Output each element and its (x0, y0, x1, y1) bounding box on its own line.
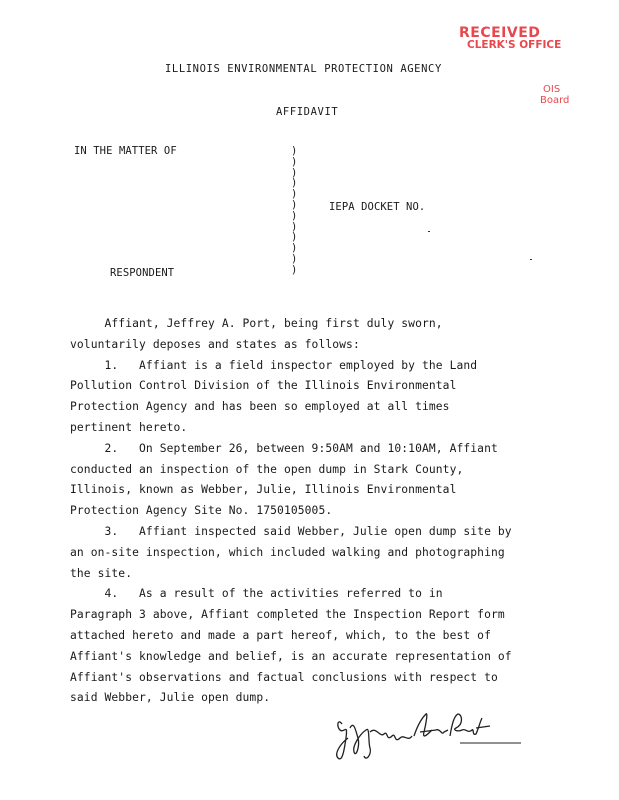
body-line: Protection Agency Site No. 1750105005. (70, 504, 333, 518)
received-stamp: RECEIVED (459, 25, 541, 41)
stamp-fragment-board: Board (540, 95, 570, 106)
body-line: Paragraph 3 above, Affiant completed the Inspection Report form (70, 608, 505, 622)
body-line: said Webber, Julie open dump. (70, 691, 271, 705)
caption-bracket: ) ) ) ) ) ) ) ) ) ) ) ) (291, 145, 298, 276)
body-line: Affiant's knowledge and belief, is an accurate representation of (70, 649, 512, 663)
body-line: the site. (70, 566, 133, 580)
stamp-fragment-ois: OIS (543, 84, 561, 95)
body-line: conducted an inspection of the open dump in Stark County, (70, 462, 464, 476)
clerks-office-stamp: CLERK'S OFFICE (467, 39, 562, 51)
body-line: 3. Affiant inspected said Webber, Julie open dump site by (70, 525, 512, 538)
body-line: attached hereto and made a part hereof, which, to the best of (70, 629, 491, 642)
respondent-label: RESPONDENT (110, 267, 175, 279)
body-line: 1. Affiant is a field inspector employed by the Land (70, 358, 478, 372)
speck-mark (530, 259, 532, 260)
body-line: 2. On September 26, between 9:50AM and 10:10AM, Affiant (70, 441, 498, 455)
body-line: Affiant, Jeffrey A. Port, being first duly sworn, (70, 317, 443, 330)
body-line: Illinois, known as Webber, Julie, Illinois Environmental (70, 483, 457, 497)
in-the-matter-of-label: IN THE MATTER OF (74, 145, 177, 157)
agency-heading: ILLINOIS ENVIRONMENTAL PROTECTION AGENCY (165, 63, 442, 75)
body-line: Protection Agency and has been so employed at all times (70, 400, 450, 414)
body-line: pertinent hereto. (70, 421, 188, 434)
body-line: 4. As a result of the activities referred to in (70, 587, 443, 601)
handwritten-signature (330, 708, 525, 770)
body-line: Pollution Control Division of the Illinois Environmental (70, 379, 457, 393)
document-title: AFFIDAVIT (276, 106, 339, 118)
docket-number-label: IEPA DOCKET NO. (329, 201, 426, 213)
body-line: Affiant's observations and factual conclusions with respect to (70, 670, 498, 684)
speck-mark (428, 231, 430, 232)
body-line: an on-site inspection, which included walking and photographing (70, 545, 505, 559)
body-line: voluntarily deposes and states as follows: (70, 337, 360, 351)
